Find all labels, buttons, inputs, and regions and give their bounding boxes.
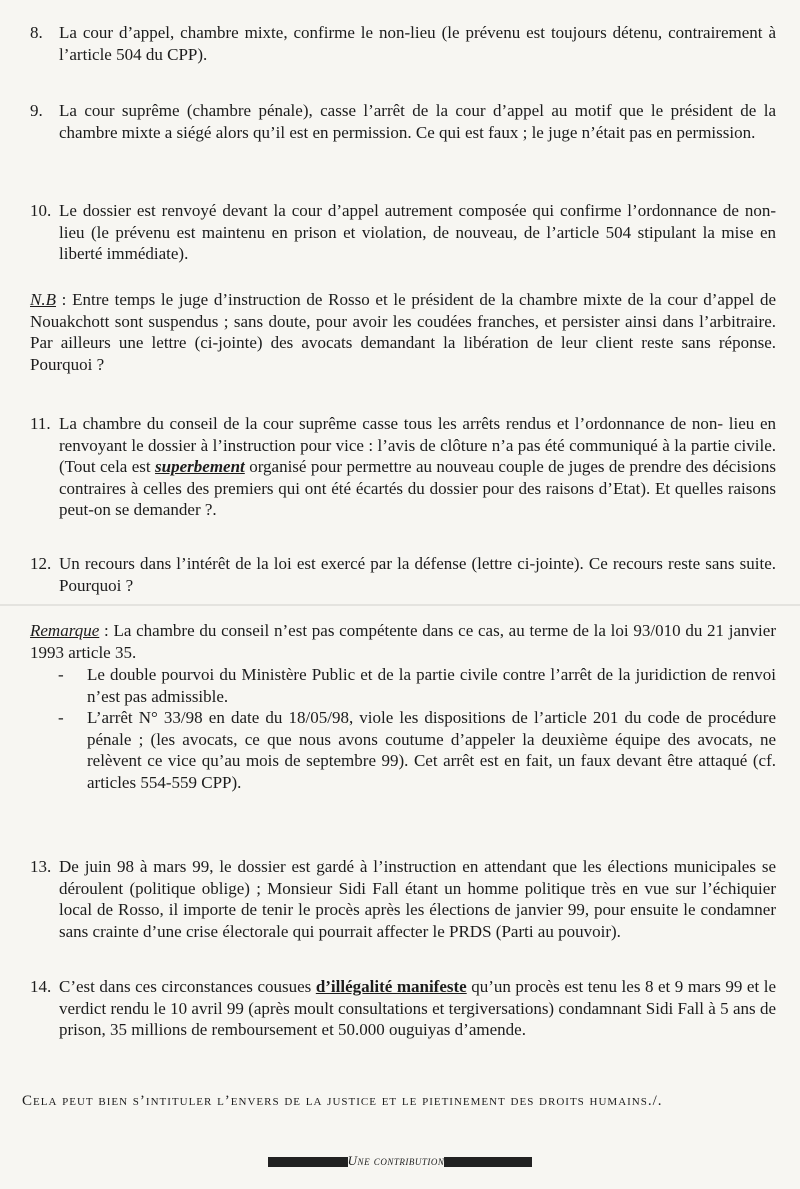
nb-note — [30, 289, 776, 375]
bullet-text: Le double pourvoi du Ministère Public et de la partie civile contre l’arrêt de la juridiction de renvoi n’est pas admissible. — [87, 665, 776, 706]
conclusion: Cela peut bien s’intituler l’envers de la justice et le pietinement des droits humains./. — [22, 1093, 663, 1109]
item-number: 11. — [30, 414, 51, 433]
item-number: 8. — [30, 23, 43, 42]
emphasis-illegalite: d’illégalité manifeste — [315, 977, 467, 996]
item-text — [59, 976, 776, 1041]
item-text: La cour suprême (chambre pénale), casse l’arrêt de la cour d’appel au motif que le président de la chambre mixte a siégé alors qu’il est en permission. Ce qui est faux ; le juge n’était pas en permission. — [59, 101, 776, 142]
item-text: De juin 98 à mars 99, le dossier est gardé à l’instruction en attendant que les élections municipales se déroulent (politique oblige) ; Monsieur Sidi Fall étant un homme politique très en vue sur l’échiquier local de Rosso, il importe de tenir le procès après les élections de janvier 99, pour ensuite le condamner sans crainte d’une crise électorale qui pourrait affecter le PRDS (Parti au pouvoir). — [59, 857, 776, 941]
item-text: La cour d’appel, chambre mixte, confirme le non-lieu (le prévenu est toujours détenu, contrairement à l’article 504 du CPP). — [59, 23, 776, 64]
item-text: Le dossier est renvoyé devant la cour d’appel autrement composée qui confirme l’ordonnance de non-lieu (le prévenu est maintenu en prison et violation, de nouveau, de l’article 504 stipulant la mise en liberté immédiate). — [59, 201, 776, 263]
nb-text: : Entre temps le juge d’instruction de Rosso et le président de la chambre mixte de la cour d’appel de Nouakchott sont suspendus ; sans doute, pour avoir les coudées franches, et persister ainsi dans l’arbitraire. Par ailleurs une lettre (ci-jointe) des avocats demandant la libération de leur client reste sans réponse. Pourquoi ? — [30, 290, 776, 374]
item-12 — [30, 553, 776, 596]
remarque-label: Remarque — [30, 621, 100, 640]
nb-label: N.B — [30, 290, 56, 309]
remarque-text: : La chambre du conseil n’est pas compétente dans ce cas, au terme de la loi 93/010 du 21 janvier 1993 article 35. — [30, 621, 776, 662]
item-text-part: organisé pour permettre au nouveau couple de juges de prendre des décisions contraires à celles des premiers qui ont été écartés du dossier pour des raisons d’Etat). Et quelles raisons peut-on se demander ?. — [59, 457, 776, 519]
item-9 — [30, 100, 776, 143]
redaction-bar-right — [444, 1157, 532, 1167]
item-number: 10. — [30, 201, 52, 220]
item-text — [59, 413, 776, 521]
item-10 — [30, 200, 776, 265]
bullet-dash: - — [58, 708, 64, 727]
item-text: Un recours dans l’intérêt de la loi est exercé par la défense (lettre ci-jointe). Ce recours reste sans suite. Pourquoi ? — [59, 554, 776, 595]
remarque-bullets — [30, 664, 776, 793]
item-8 — [30, 22, 776, 65]
scan-artifact — [0, 604, 800, 606]
footer — [0, 1153, 800, 1169]
item-text-part: La chambre du conseil de la cour suprême casse tous les arrêts rendus et l’ordonnance de non- lieu en renvoyant le dossier à l’instruction pour vice : l’avis de clôture n’a pas été communiqué à la partie civile. (Tout cela est — [59, 414, 776, 476]
item-number: 13. — [30, 857, 52, 876]
bullet-dash: - — [58, 665, 64, 684]
item-11 — [30, 413, 776, 521]
item-number: 9. — [30, 101, 43, 120]
bullet-text: L’arrêt N° 33/98 en date du 18/05/98, viole les dispositions de l’article 201 du code de procédure pénale ; (les avocats, ce que nous avons coutume d’appeler la deuxième équipe des avocats, ne relèvent ce vice qu’au mois de septembre 99). Cet arrêt est en fait, un faux devant être attaqué (cf. articles 554-559 CPP). — [87, 708, 776, 792]
item-text-part: qu’un procès est tenu les 8 et 9 mars 99 et le verdict rendu le 10 avril 99 (après moult consultations et tergiversations) condamnant Sidi Fall à 5 ans de prison, 35 millions de remboursement et 50.000 ouguiyas d’amende. — [59, 977, 777, 1039]
bullet-item — [30, 707, 776, 793]
item-number: 14. — [30, 977, 52, 996]
emphasis-superbement: superbement — [155, 457, 245, 476]
redaction-bar-left — [268, 1157, 348, 1167]
footer-text: Une contribution — [347, 1153, 445, 1168]
item-number: 12. — [30, 554, 52, 573]
item-13 — [30, 856, 776, 942]
bullet-item — [30, 664, 776, 707]
remarque-note — [30, 620, 776, 663]
item-text-part: C’est dans ces circonstances cousues — [59, 977, 316, 996]
item-14 — [30, 976, 776, 1041]
